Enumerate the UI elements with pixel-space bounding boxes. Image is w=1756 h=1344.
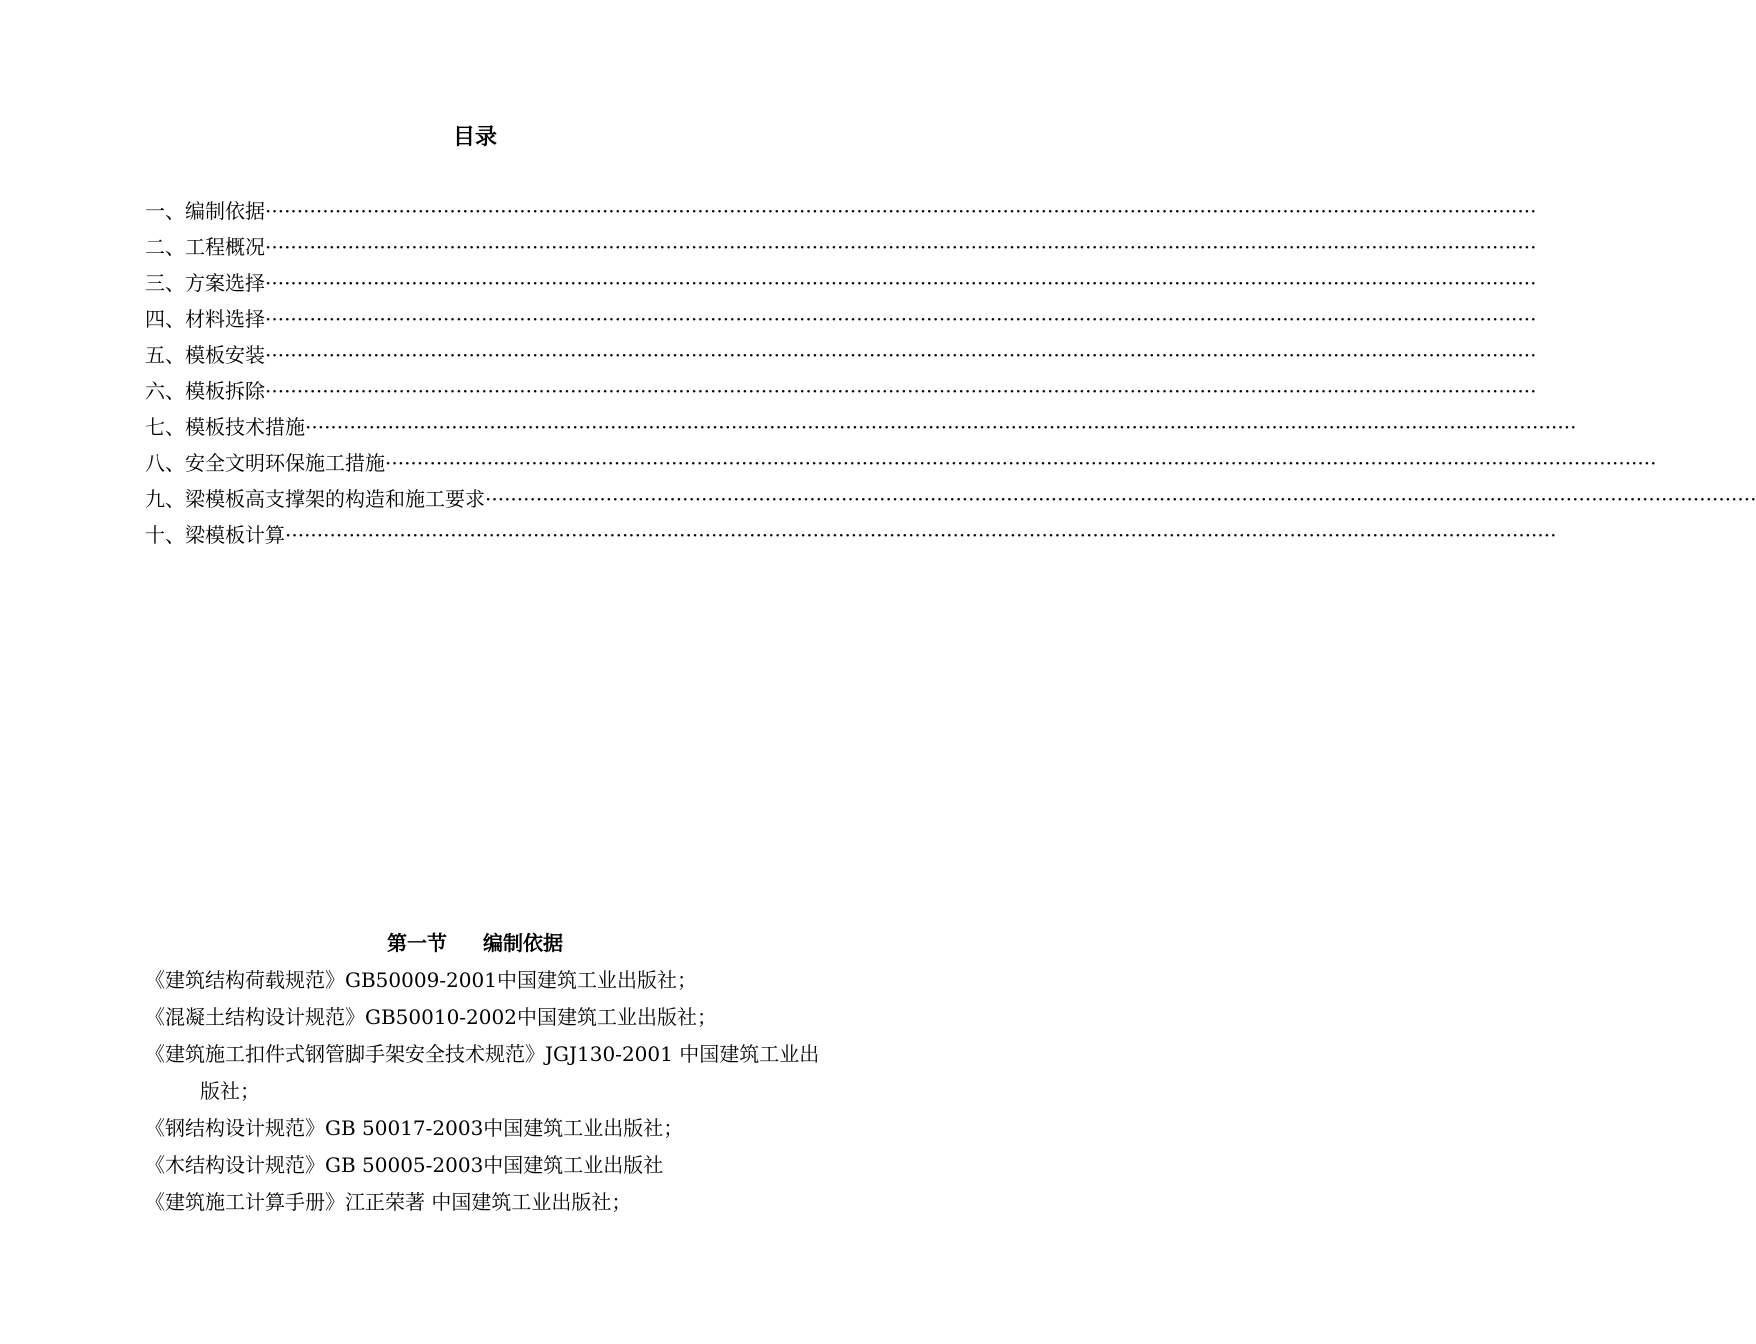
reference-list bbox=[145, 962, 825, 1221]
toc-item-label: 三、方案选择 bbox=[145, 271, 265, 295]
toc-item-label: 一、编制依据 bbox=[145, 199, 265, 223]
toc-item-label: 六、模板拆除 bbox=[145, 379, 265, 403]
toc-item[interactable] bbox=[145, 268, 1537, 304]
reference-item: 《钢结构设计规范》GB 50017-2003中国建筑工业出版社； bbox=[145, 1116, 684, 1140]
toc-title: 目录 bbox=[452, 124, 497, 150]
reference-item: 《木结构设计规范》GB 50005-2003中国建筑工业出版社 bbox=[145, 1153, 664, 1177]
toc-item-label: 四、材料选择 bbox=[145, 307, 265, 331]
toc-dot-leader: ········································································································································································································ bbox=[305, 415, 1577, 439]
reference-item: 《建筑施工扣件式钢管脚手架安全技术规范》JGJ130-2001 中国建筑工业出版社； bbox=[145, 1042, 820, 1103]
toc-dot-leader: ········································································································································································································ bbox=[385, 451, 1657, 475]
toc-item-label: 十、梁模板计算 bbox=[145, 523, 285, 547]
reference-item: 《建筑施工计算手册》江正荣著 中国建筑工业出版社； bbox=[145, 1190, 632, 1214]
section-heading bbox=[0, 928, 950, 958]
toc-item[interactable] bbox=[145, 520, 1557, 556]
toc-list bbox=[145, 196, 1756, 556]
toc-item-label: 八、安全文明环保施工措施 bbox=[145, 451, 385, 475]
toc-dot-leader: ········································································································································································································ bbox=[265, 379, 1537, 403]
toc-item[interactable] bbox=[145, 304, 1537, 340]
reference-item: 《建筑结构荷载规范》GB50009-2001中国建筑工业出版社； bbox=[145, 968, 697, 992]
toc-item[interactable] bbox=[145, 232, 1537, 268]
toc-dot-leader: ········································································································································································································ bbox=[285, 523, 1557, 547]
section-title: 编制依据 bbox=[483, 931, 563, 955]
toc-dot-leader: ········································································································································································································ bbox=[265, 271, 1537, 295]
toc-item-label: 九、梁模板高支撑架的构造和施工要求 bbox=[145, 487, 485, 511]
toc-item-label: 五、模板安装 bbox=[145, 343, 265, 367]
toc-dot-leader: ········································································································································································································ bbox=[265, 307, 1537, 331]
toc-item[interactable] bbox=[145, 448, 1657, 484]
toc-dot-leader: ········································································································································································································ bbox=[485, 487, 1756, 511]
toc-item[interactable] bbox=[145, 196, 1537, 232]
toc-dot-leader: ········································································································································································································ bbox=[265, 199, 1537, 223]
toc-dot-leader: ········································································································································································································ bbox=[265, 235, 1537, 259]
toc-item[interactable] bbox=[145, 340, 1537, 376]
toc-item-label: 二、工程概况 bbox=[145, 235, 265, 259]
toc-item-label: 七、模板技术措施 bbox=[145, 415, 305, 439]
toc-item[interactable] bbox=[145, 484, 1756, 520]
toc-item[interactable] bbox=[145, 412, 1577, 448]
toc-dot-leader: ········································································································································································································ bbox=[265, 343, 1537, 367]
reference-item: 《混凝土结构设计规范》GB50010-2002中国建筑工业出版社； bbox=[145, 1005, 717, 1029]
toc-item[interactable] bbox=[145, 376, 1537, 412]
section-number: 第一节 bbox=[387, 931, 447, 955]
